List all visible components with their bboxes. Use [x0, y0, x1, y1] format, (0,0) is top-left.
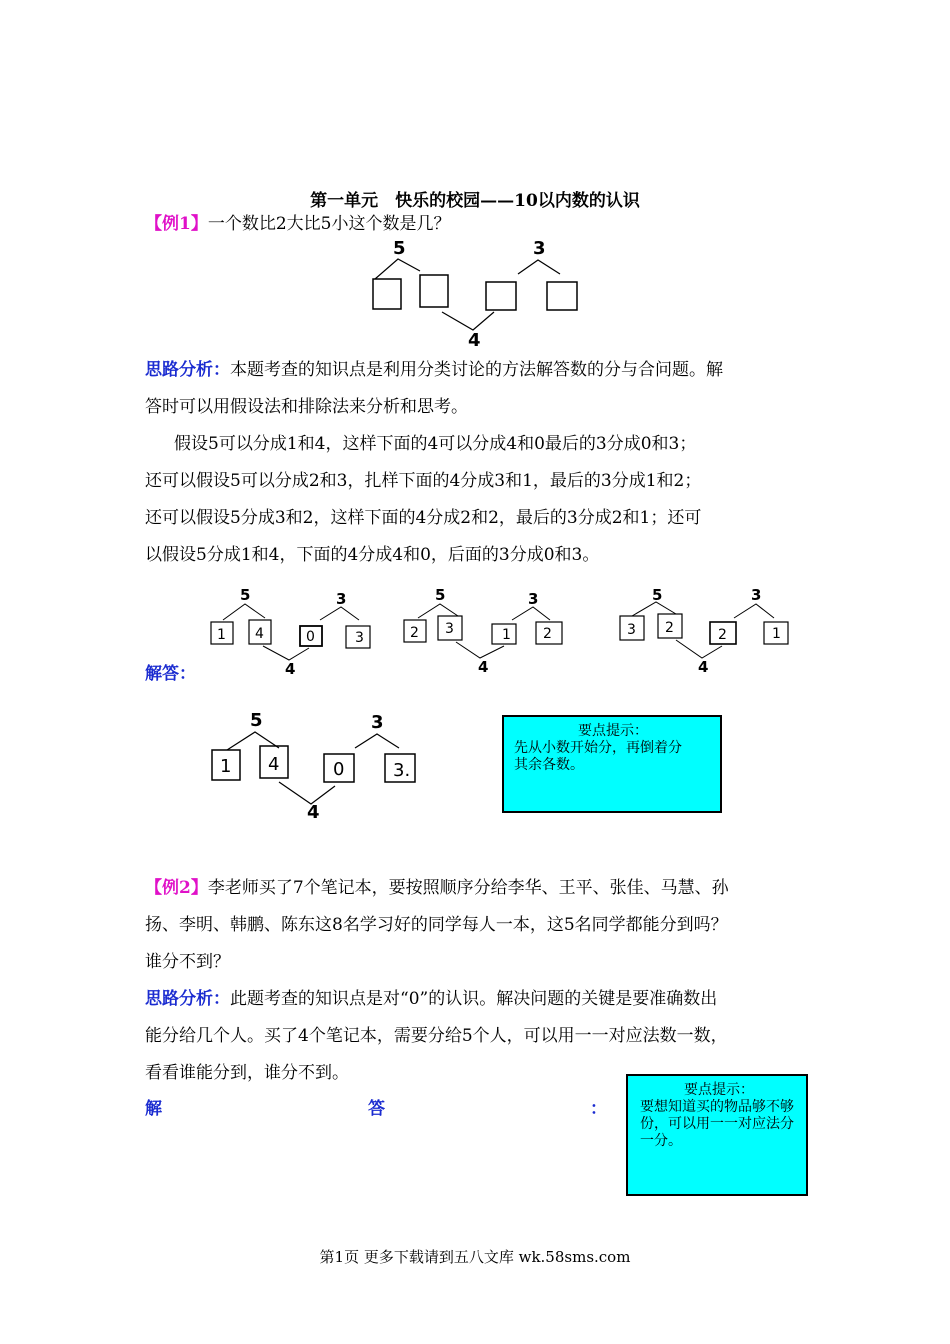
- diagram-bottom-number: 4: [285, 660, 296, 676]
- tip-text: 先从小数开始分，再倒着分其余各数。: [514, 740, 682, 773]
- diagram-bottom-number: 4: [478, 658, 489, 674]
- example2-answer-char-3: ：: [590, 1099, 607, 1119]
- reasoning-line: 以假设5分成1和4，下面的4分成4和0，后面的3分成0和3。: [145, 545, 600, 565]
- diagram-box-number: 1: [772, 626, 781, 642]
- diagram-box: [486, 282, 516, 310]
- small-tree-diagram-1: [205, 584, 385, 676]
- diagram-box-number: 2: [543, 626, 552, 642]
- analysis-line: 答时可以用假设法和排除法来分析和思考。: [145, 397, 468, 417]
- example1-analysis: [145, 352, 825, 426]
- example2-answer-char-2: 答: [368, 1099, 385, 1119]
- tip-title: 要点提示：: [578, 723, 648, 739]
- diagram-top-left-number: 5: [393, 238, 406, 259]
- tip-title: 要点提示：: [684, 1082, 754, 1098]
- example2-label: 【例2】: [145, 878, 208, 898]
- diagram-top-right-number: 3: [533, 238, 546, 259]
- diagram-box-number: 1: [220, 756, 232, 777]
- diagram-top-right-number: 3: [336, 590, 347, 608]
- question-line: 扬、李明、韩鹏、陈东这8名学习好的同学每人一本，这5名同学都能分到吗？: [145, 915, 728, 935]
- diagram-box-number: 4: [255, 626, 264, 642]
- small-tree-diagram-3: [614, 584, 794, 676]
- diagram-top-left-number: 5: [240, 586, 251, 604]
- example2-question: [145, 870, 825, 981]
- diagram-box: [547, 282, 577, 310]
- page-footer: 第1页 更多下载请到五八文库 wk.58sms.com: [319, 1248, 631, 1266]
- example1-answer-label: 解答：: [145, 664, 196, 684]
- diagram-box-number: 3.: [393, 760, 411, 781]
- example2-answer-char-1: 解: [145, 1099, 162, 1119]
- diagram-box-number: 1: [217, 627, 226, 643]
- diagram-bottom-number: 4: [468, 330, 481, 350]
- small-tree-diagram-2: [400, 582, 580, 674]
- example1-question-text: 一个数比2大比5小这个数是几？: [207, 214, 451, 234]
- diagram-box-number: 3: [627, 622, 636, 638]
- diagram-box-number: 2: [665, 620, 674, 636]
- diagram-top-left-number: 5: [250, 710, 263, 731]
- analysis-line: 此题考查的知识点是对“0”的认识。解决问题的关键是要准确数出: [230, 989, 718, 1009]
- page-title: 第一单元 快乐的校园——10以内数的认识: [310, 191, 640, 211]
- tip-text: 要想知道买的物品够不够份，可以用一一对应法分一分。: [640, 1099, 794, 1149]
- reasoning-line: 还可以假设5可以分成2和3，扎样下面的4分成3和1，最后的3分成1和2；: [145, 471, 702, 491]
- diagram-box-number: 0: [306, 629, 315, 645]
- diagram-box: [373, 279, 401, 309]
- example1-reasoning: [145, 426, 845, 574]
- diagram-box-number: 2: [718, 627, 727, 643]
- diagram-top-left-number: 5: [435, 586, 446, 604]
- diagram-box: [420, 275, 448, 307]
- diagram-top-right-number: 3: [371, 712, 384, 733]
- diagram-box-number: 4: [268, 754, 280, 775]
- analysis-line: 本题考查的知识点是利用分类讨论的方法解答数的分与合问题。解: [230, 360, 723, 380]
- example1-label: 【例1】: [145, 214, 208, 234]
- diagram-box-number: 2: [410, 625, 419, 641]
- question-line: 李老师买了7个笔记本，要按照顺序分给李华、王平、张佳、马慧、孙: [207, 878, 729, 898]
- diagram-box-number: 1: [502, 627, 511, 643]
- diagram-box-number: 3: [355, 630, 364, 646]
- example1-tip-box: [502, 715, 722, 813]
- diagram-box-number: 3: [445, 621, 454, 637]
- example1-analysis-label: 思路分析：: [145, 360, 230, 380]
- diagram-bottom-number: 4: [307, 802, 320, 823]
- example2-analysis-label: 思路分析：: [145, 989, 230, 1009]
- diagram-bottom-number: 4: [698, 658, 709, 676]
- diagram-top-right-number: 3: [528, 590, 539, 608]
- diagram-top-left-number: 5: [652, 586, 663, 604]
- example1-tree-diagram: [360, 234, 600, 350]
- reasoning-line: 还可以假设5分成3和2，这样下面的4分成2和2，最后的3分成2和1；还可: [145, 508, 702, 528]
- analysis-line: 能分给几个人。买了4个笔记本，需要分给5个人，可以用一一对应法数一数，: [145, 1026, 728, 1046]
- diagram-box-number: 0: [333, 759, 345, 780]
- example2-tip-box: [626, 1074, 808, 1196]
- question-line: 谁分不到？: [145, 952, 230, 972]
- analysis-line: 看看谁能分到，谁分不到。: [145, 1063, 349, 1083]
- diagram-top-right-number: 3: [751, 586, 762, 604]
- example1-answer-diagram: [205, 708, 425, 824]
- reasoning-line: 假设5可以分成1和4，这样下面的4可以分成4和0最后的3分成0和3；: [174, 434, 697, 454]
